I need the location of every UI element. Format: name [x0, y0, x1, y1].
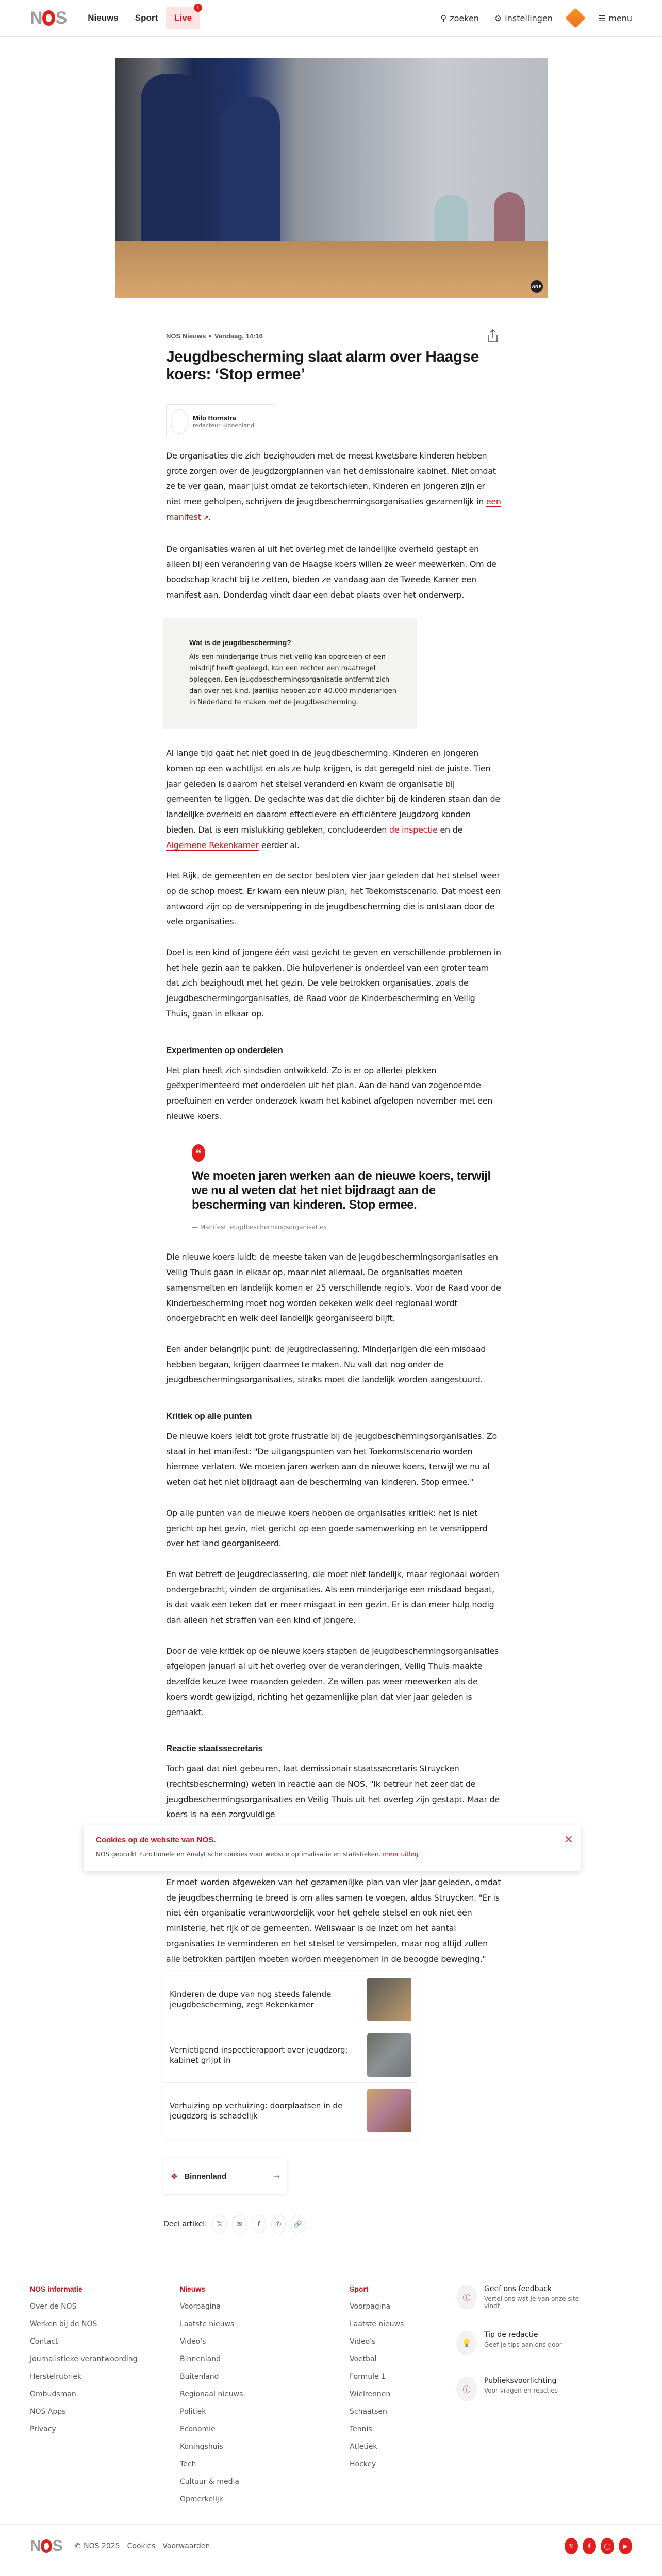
footer-link[interactable]: Economie: [180, 2425, 216, 2434]
settings-label: instellingen: [505, 13, 553, 23]
feedback-icon: ⓘ: [456, 2285, 477, 2310]
paragraph: En wat betreft de jeugdreclassering, die moet niet landelijk, maar regionaal worden ondergebracht, vinden de organisaties. Als een minderjarige een misdaad begaat, is dat vaak een teken dat er meer misgaat in een gezin. Er is dan meer hulp nodig dan alleen het straffen van een kind of jongere.: [166, 1569, 499, 1625]
pull-quote: [166, 1144, 501, 1231]
external-link-icon: ↗: [203, 514, 209, 521]
related-title: Verhuizing op verhuizing: doorplaatsen in de jeugdzorg is schadelijk: [170, 2101, 343, 2121]
search-label: zoeken: [450, 13, 479, 23]
info-box-title: Wat is de jeugdbescherming?: [189, 638, 291, 647]
footer-col-sport: [350, 2285, 404, 2478]
npo-start-icon[interactable]: [565, 8, 586, 28]
instagram-icon[interactable]: ◯: [601, 2538, 614, 2554]
related-item[interactable]: [163, 2027, 417, 2083]
nav-live-label: Live: [174, 13, 192, 23]
email-icon[interactable]: ✉: [232, 2215, 246, 2233]
article-title: Jeugdbescherming slaat alarm over Haagse koers: ‘Stop ermee’: [166, 348, 479, 383]
paragraph: Het Rijk, de gemeenten en de sector besloten vier jaar geleden dat het stelsel weer op de schop moest. Er kwam een nieuw plan, het Toekomstscenario. Dat moest een antwoord zijn op de versnippering in de jeugdbescherming die is ontstaan door de vele organisaties.: [166, 871, 501, 927]
footer-link[interactable]: Voetbal: [350, 2355, 377, 2364]
footer-link[interactable]: Privacy: [30, 2425, 56, 2434]
footer-link[interactable]: Voorpagina: [350, 2302, 391, 2311]
paragraph: De organisaties waren al uit het overleg met de landelijke overheid gestapt en alleen bij een verandering van de Haagse koers willen ze weer meewerken. Om de boodschap kracht bij te zetten, bieden ze vandaag aan de Tweede Kamer een manifest aan. Donderdag vindt daar een debat plaats over het onderwerp.: [166, 544, 496, 600]
link-icon[interactable]: 🔗: [291, 2215, 305, 2233]
footer-col-title: NOS informatie: [30, 2285, 82, 2294]
terms-link[interactable]: Voorwaarden: [162, 2542, 210, 2551]
footer-col-nos-informatie: [30, 2285, 138, 2443]
related-title: Vernietigend inspectierapport over jeugdzorg; kabinet grijpt in: [170, 2045, 348, 2065]
article-time: Vandaag, 14:16: [214, 332, 263, 340]
footer: [0, 2285, 662, 2524]
info-box-text: Als een minderjarige thuis niet veilig kan opgroeien of een misdrijf heeft gepleegd, kan een rechter een maatregel opleggen. Een jeugdbeschermingsorganisatie ontfermt zich dan over het kind. Jaarlijks hebben zo'n 40.000 minderjarigen in Nederland te maken met de jeugdbescherming.: [189, 653, 397, 707]
subheading: Experimenten op onderdelen: [166, 1045, 283, 1055]
share-label: Deel artikel:: [163, 2220, 207, 2229]
related-item[interactable]: [163, 1972, 417, 2027]
footer-link[interactable]: Schaatsen: [350, 2408, 387, 2416]
cookie-title: Cookies op de website van NOS.: [96, 1836, 216, 1845]
footer-link[interactable]: Formule 1: [350, 2372, 386, 2381]
feedback-link[interactable]: ⓘ Geef ons feedback Vertel ons wat je van onze site vindt: [456, 2285, 590, 2320]
article-body: [96, 448, 573, 1967]
footer-link[interactable]: Buitenland: [180, 2372, 219, 2381]
footer-link[interactable]: Video's: [350, 2337, 376, 2346]
footer-col-title: Sport: [350, 2285, 369, 2294]
paragraph: De nieuwe koers leidt tot grote frustratie bij de jeugdbeschermingsorganisaties. Zo staat in het manifest: "De uitgangspunten van het Toekomstscenario worden hiermee verlaten. We moeten jaren werken aan de nieuwe koers, terwijl we nu al weten dat het niet bijdraagt aan de bescherming van kinderen. Stop ermee.": [166, 1431, 497, 1487]
category-binnenland-button[interactable]: [163, 2158, 287, 2194]
footer-link[interactable]: NOS Apps: [30, 2408, 66, 2416]
paragraph: Op alle punten van de nieuwe koers hebben de organisaties kritiek: het is niet gericht op het gezin, niet gericht op een goede samenwerking en te versnipperd over het land georganiseerd.: [166, 1507, 488, 1549]
avatar: [171, 409, 188, 434]
tip-link[interactable]: 💡 Tip de redactie Geef je tips aan ons door: [456, 2331, 590, 2366]
subheading: Reactie staatssecretaris: [166, 1743, 263, 1754]
paragraph: Er moet worden afgeweken van het gezamenlijke plan van vier jaar geleden, omdat de jeugdbescherming te breed is om alles samen te voegen, aldus Struycken. "Er is niet één organisatie verantwoordelijk voor het gehele stelsel en ook niet één ministerie, het rijk of de gemeenten. Weliswaar is de inzet om het aantal organisaties te verminderen en het stelsel te versimpelen, maar nog altijd zullen alle betrokken partijen moeten worden meegenomen in de beoogde beweging.": [166, 1877, 501, 1964]
paragraph: Die nieuwe koers luidt: de meeste taken van de jeugdbeschermingsorganisaties en Veilig Thuis gaan in elkaar op, maar niet allemaal. De organisaties moeten samensmelten en landelijk komen er 25 verschillende regio's. Voor de Raad voor de Kinderbescherming moet nog worden bekeken welk deel regionaal wordt ondergebracht en welk deel landelijk georganiseerd blijft.: [166, 1252, 501, 1324]
cookie-banner: [84, 1825, 581, 1871]
related-articles: [163, 1972, 417, 2139]
search-icon: ⚲: [440, 13, 447, 23]
menu-label: menu: [608, 13, 632, 23]
x-icon[interactable]: 𝕏: [212, 2215, 227, 2233]
nos-logo[interactable]: N S: [30, 2537, 62, 2555]
main-nav: [79, 0, 200, 36]
share-icon[interactable]: [487, 329, 499, 343]
footer-link[interactable]: Cultuur & media: [180, 2478, 239, 2486]
footer-link[interactable]: Werken bij de NOS: [30, 2320, 97, 2329]
article-meta: NOS Nieuws • Vandaag, 14:16: [166, 332, 263, 340]
footer-side: [456, 2285, 590, 2422]
article-source: NOS Nieuws: [166, 332, 206, 340]
related-thumbnail: [367, 2033, 411, 2077]
nos-logo[interactable]: N S: [30, 8, 67, 28]
nav-live[interactable]: [166, 7, 200, 29]
x-icon[interactable]: 𝕏: [565, 2538, 578, 2554]
site-header: [0, 0, 662, 37]
footer-link[interactable]: Voorpagina: [180, 2302, 221, 2311]
footer-link[interactable]: Atletiek: [350, 2443, 377, 2451]
paragraph: Al lange tijd gaat het niet goed in de jeugdbescherming. Kinderen en jongeren komen op een wachtlijst en als ze hulp krijgen, is dat geregeld niet de juiste. Tien jaar geleden is daarom het stelsel veranderd en kwam de organisatie bij gemeenten te liggen. De gedachte was dat die dichter bij de kinderen staan dan de landelijke overheid en daarom effectievere en efficiëntere jeugdzorg konden bieden. Dat is een mislukking gebleken, concludeerden de inspectie en de Algemene Rekenkamer eerder al.: [166, 748, 500, 850]
rekenkamer-link[interactable]: Algemene Rekenkamer: [166, 840, 259, 850]
footer-link[interactable]: Contact: [30, 2337, 58, 2346]
footer-link[interactable]: Wielrennen: [350, 2390, 391, 2399]
facebook-icon[interactable]: f: [252, 2215, 266, 2233]
netherlands-map-icon: ❖: [171, 2171, 178, 2181]
footer-link[interactable]: Journalistieke verantwoording: [30, 2355, 138, 2364]
quote-text: We moeten jaren werken aan de nieuwe koers, terwijl we nu al weten dat het niet bijdraagt aan de bescherming van kinderen. Stop ermee.: [192, 1169, 491, 1212]
inspectie-link[interactable]: de inspectie: [389, 824, 438, 835]
paragraph: Een ander belangrijk punt: de jeugdreclassering. Minderjarigen die een misdaad hebben begaan, krijgen daarmee te maken. Nu valt dat nog onder de jeugdbeschermingsorganisaties, straks moet die landelijk worden aangestuurd.: [166, 1344, 486, 1385]
footer-link[interactable]: Tennis: [350, 2425, 372, 2434]
paragraph: Toch gaat dat niet gebeuren, laat demissionair staatssecretaris Struycken (rechtsbescherming) weten in reactie aan de NOS. "Ik betreur het zeer dat de jeugdbeschermingsorganisaties en Veilig Thuis uit het overleg zijn gestapt. Maar de koers is na een zorgvuldige: [166, 1764, 500, 1820]
footer-link[interactable]: Herstelrubriek: [30, 2372, 82, 2381]
manifest-link[interactable]: een manifest: [166, 497, 501, 522]
facebook-icon[interactable]: f: [583, 2538, 596, 2554]
footer-link[interactable]: Laatste nieuws: [180, 2320, 235, 2329]
gear-icon: ⚙: [494, 13, 502, 23]
footer-link[interactable]: Laatste nieuws: [350, 2320, 404, 2329]
footer-link[interactable]: Politiek: [180, 2408, 206, 2416]
related-thumbnail: [367, 2089, 411, 2132]
hamburger-icon: ☰: [598, 13, 606, 23]
related-title: Kinderen de dupe van nog steeds falende jeugdbescherming, zegt Rekenkamer: [170, 1989, 332, 2009]
category-label: Binnenland: [184, 2172, 227, 2181]
footer-link[interactable]: Regionaal nieuws: [180, 2390, 243, 2399]
copyright: © NOS 2025: [74, 2542, 120, 2551]
related-thumbnail: [367, 1978, 411, 2021]
youtube-icon[interactable]: ▶: [619, 2538, 632, 2554]
photo-credit: ANP: [531, 280, 543, 293]
cookie-text: NOS gebruikt Functionele en Analytische cookies voor website optimalisatie en statistieken.: [96, 1851, 381, 1858]
settings-button[interactable]: [494, 13, 553, 23]
paragraph: Het plan heeft zich sindsdien ontwikkeld. Zo is er op allerlei plekken geëxperimenteerd met onderdelen uit het plan. Aan de hand van zogenoemde proeftuinen en verder onderzoek kwam het kabinet afgelopen november met een nieuwe koers.: [166, 1065, 493, 1121]
paragraph: De organisaties die zich bezighouden met de meest kwetsbare kinderen hebben grote zorgen over de jeugdzorgplannen van het demissionaire kabinet. Niet omdat ze te ver gaan, maar juist omdat ze tekortschieten. Kinderen en jongeren zijn er niet mee geholpen, schrijven de jeugdbeschermingsorganisaties gezamenlijk in een manifest ↗.: [166, 451, 501, 522]
quote-icon: “: [192, 1144, 205, 1162]
share-row: [163, 2215, 662, 2233]
close-icon[interactable]: ✕: [564, 1834, 573, 1847]
cookies-link[interactable]: Cookies: [127, 2542, 156, 2551]
search-button[interactable]: [441, 13, 479, 23]
info-box: [163, 618, 417, 729]
arrow-right-icon: →: [273, 2171, 280, 2181]
footer-link[interactable]: Video's: [180, 2337, 206, 2346]
author-role: redacteur Binnenland: [193, 422, 254, 429]
menu-button[interactable]: [598, 13, 632, 23]
footer-col-title: Nieuws: [180, 2285, 206, 2294]
nav-nieuws[interactable]: Nieuws: [88, 13, 119, 23]
info-icon: ⓘ: [456, 2377, 477, 2401]
paragraph: Door de vele kritiek op de nieuwe koers stapten de jeugdbeschermingsorganisaties afgelopen januari al uit het overleg over de veranderingen, Veilig Thuis maakte dezelfde keuze twee maanden geleden. Ze willen pas weer meewerken als de koers wordt gewijzigd, richting het gezamenlijke plan dat vier jaar geleden is gemaakt.: [166, 1646, 499, 1717]
cookie-more-link[interactable]: meer uitleg: [383, 1851, 419, 1858]
nav-sport[interactable]: Sport: [135, 13, 158, 23]
author-card[interactable]: [166, 404, 276, 438]
footer-link[interactable]: Ombudsman: [30, 2390, 76, 2399]
footer-col-nieuws: [180, 2285, 243, 2513]
lightbulb-icon: 💡: [456, 2331, 477, 2355]
hero-image: [115, 58, 548, 298]
footer-link[interactable]: Hockey: [350, 2460, 376, 2469]
publieksvoorlichting-link[interactable]: ⓘ Publieksvoorlichting Voor vragen en reacties: [456, 2377, 590, 2412]
footer-link[interactable]: Tech: [180, 2460, 196, 2469]
footer-bottom-bar: [0, 2524, 662, 2567]
author-name: Milo Hornstra: [193, 414, 236, 422]
subheading: Kritiek op alle punten: [166, 1411, 252, 1421]
footer-link[interactable]: Koningshuis: [180, 2443, 223, 2451]
related-item[interactable]: [163, 2083, 417, 2139]
quote-attribution: — Manifest jeugdbeschermingsorganisaties: [192, 1224, 327, 1231]
paragraph: Doel is een kind of jongere één vast gezicht te geven en verschillende problemen in het hele gezin aan te pakken. Die hulpverlener is onderdeel van een groter team dat zich bezighoudt met het gezin. De vele betrokken organisaties, zoals de jeugdbeschermingorganisaties, de Raad voor de Kinderbescherming en Veilig Thuis, gaan in elkaar op.: [166, 947, 501, 1019]
footer-link[interactable]: Opmerkelijk: [180, 2495, 223, 2504]
footer-link[interactable]: Binnenland: [180, 2355, 221, 2364]
footer-link[interactable]: Over de NOS: [30, 2302, 77, 2311]
whatsapp-icon[interactable]: ✆: [271, 2215, 286, 2233]
live-badge: 1: [194, 4, 202, 12]
